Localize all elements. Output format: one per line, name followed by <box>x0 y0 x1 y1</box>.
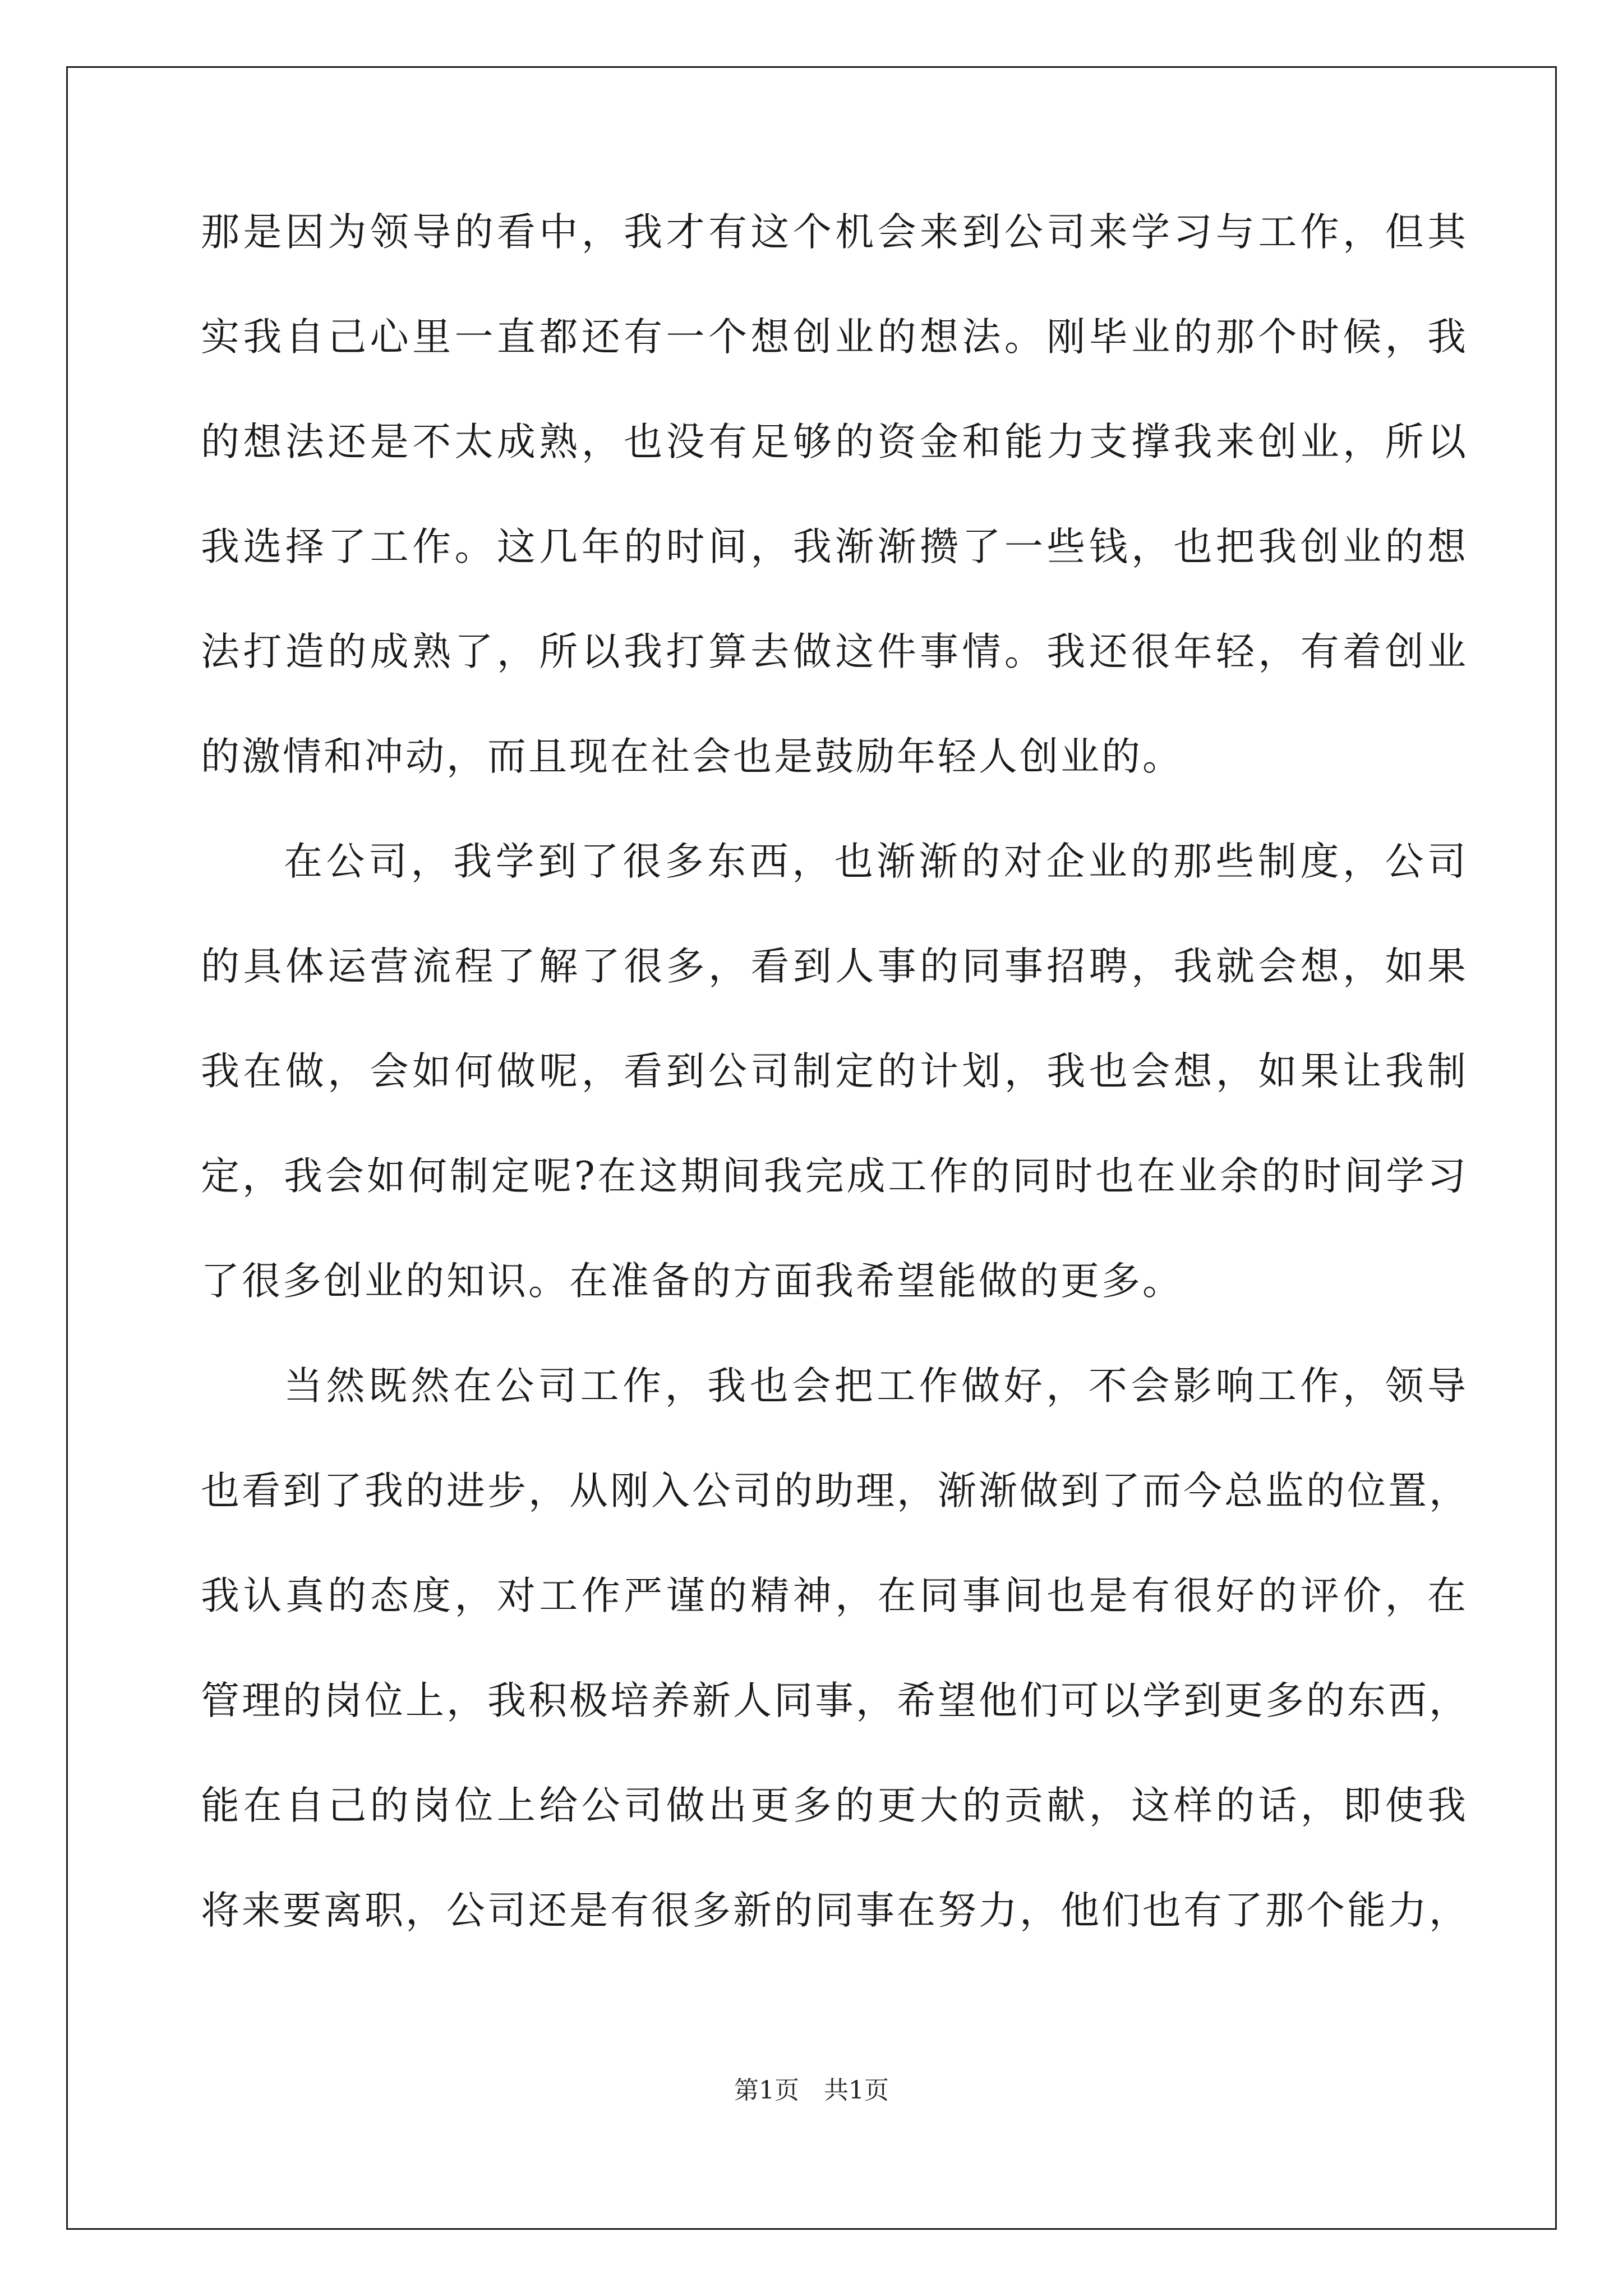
text-line: 实我自己心里一直都还有一个想创业的想法。刚毕业的那个时候，我 <box>201 315 1468 360</box>
text-line: 我选择了工作。这几年的时间，我渐渐攒了一些钱，也把我创业的想 <box>201 524 1468 569</box>
text-line: 能在自己的岗位上给公司做出更多的更大的贡献，这样的话，即使我 <box>201 1783 1468 1828</box>
text-line: 也看到了我的进步，从刚入公司的助理，渐渐做到了而今总监的位置， <box>201 1469 1470 1513</box>
text-line: 那是因为领导的看中，我才有这个机会来到公司来学习与工作，但其 <box>201 210 1468 255</box>
text-line: 了很多创业的知识。在准备的方面我希望能做的更多。 <box>201 1259 1183 1304</box>
text-line: 法打造的成熟了，所以我打算去做这件事情。我还很年轻，有着创业 <box>201 629 1468 674</box>
text-line: 在公司，我学到了很多东西，也渐渐的对企业的那些制度，公司 <box>284 839 1468 884</box>
text-line: 的激情和冲动，而且现在社会也是鼓励年轻人创业的。 <box>201 734 1183 779</box>
text-line: 的想法还是不太成熟，也没有足够的资金和能力支撑我来创业，所以 <box>201 420 1468 464</box>
page-number-footer: 第1页 共1页 <box>734 2076 889 2105</box>
text-line: 当然既然在公司工作，我也会把工作做好，不会影响工作，领导 <box>284 1364 1468 1409</box>
document-body <box>201 210 1470 1996</box>
text-line: 的具体运营流程了解了很多，看到人事的同事招聘，我就会想，如果 <box>201 944 1468 989</box>
text-line: 定，我会如何制定呢?在这期间我完成工作的同时也在业余的时间学习 <box>201 1154 1468 1199</box>
text-line: 我认真的态度，对工作严谨的精神，在同事间也是有很好的评价，在 <box>201 1573 1468 1618</box>
text-line: 将来要离职，公司还是有很多新的同事在努力，他们也有了那个能力， <box>201 1888 1470 1933</box>
text-line: 管理的岗位上，我积极培养新人同事，希望他们可以学到更多的东西， <box>201 1678 1470 1723</box>
text-line: 我在做，会如何做呢，看到公司制定的计划，我也会想，如果让我制 <box>201 1049 1468 1094</box>
